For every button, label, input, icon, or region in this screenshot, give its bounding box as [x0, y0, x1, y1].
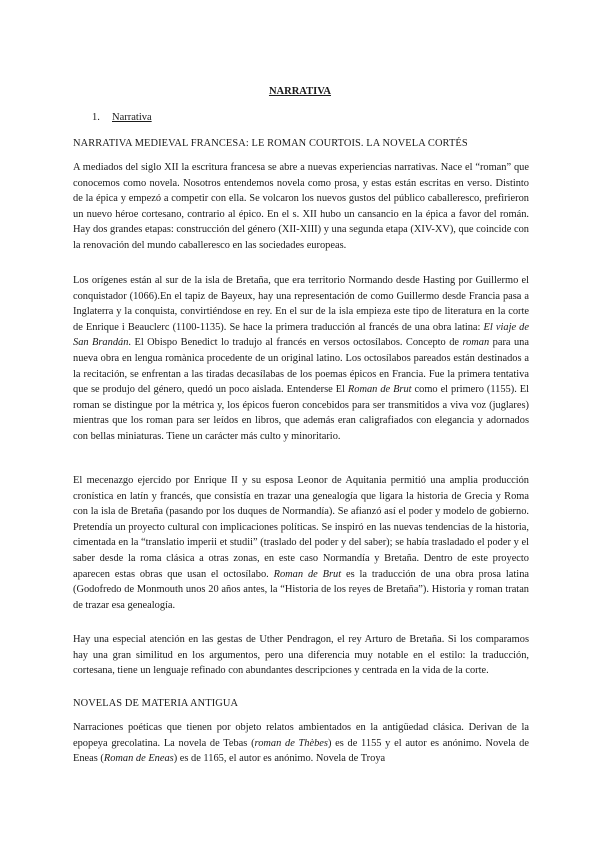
section-number: 1. — [92, 112, 100, 123]
paragraph-3 — [73, 473, 529, 613]
paragraph-2-text: . El Obispo Benedict lo tradujo al francés en versos octosílabos. Concepto de — [128, 337, 463, 349]
paragraph-1: A mediados del siglo XII la escritura francesa se abre a nuevas experiencias narrativas. Nace el “roman” que conocemos como novela. Nosotros entendemos novela como prosa, y estas están escritas en verso. Distinto de la épica y empezó a competir con ella. Se volcaron los nuevos gustos del público caballeresco, prefirieron un nuevo héroe cortesano, contrario al épico. En el s. XII hubo un cansancio en la épica a favor del román. Hay dos grandes etapas: construcción del género (XII-XIII) y una segunda etapa (XIV-XV), que coincide con la renovación del mundo caballeresco en las sociedades europeas. — [73, 162, 529, 251]
paragraph-2-text: como el primero (1155). El roman se distingue por la métrica y, los épicos fueron concebidos para ser transmitidos a viva voz (juglares) mientras que los roman para ser leídos en libros, que además eran caligrafiados con elegancia y adornados con bellas miniaturas. Tiene un carácter más culto y minoritario. — [73, 384, 529, 442]
section-heading — [92, 110, 152, 126]
paragraph-2 — [73, 273, 529, 445]
work-title-roman-de-brut: Roman de Brut — [273, 568, 342, 580]
paragraph-4: Hay una especial atención en las gestas de Uther Pendragon, el rey Arturo de Bretaña. Si los comparamos hay una gran similitud en los argumentos, pero una diferencia muy notable en el estilo: la traducción, cortesana, tiene un lenguaje refinado con abundantes descripciones y centrada en la vida de la corte. — [73, 634, 529, 677]
paragraph-3-text: El mecenazgo ejercido por Enrique II y su esposa Leonor de Aquitania permitió una amplia producción cronística en latín y francés, que consistía en trazar una genealogía que ligara la historia de Grecia y Roma con la isla de Bretaña (pasando por los duques de Normandía). Se afianzó así el poder y modelo de gobierno. Pretendía un proyecto cultural con implicaciones políticas. Se inspiró en las nuevas tendencias de la historia, cimentada en la “translatio imperii et studii” (traslado del poder y del saber); se había trasladado el poder y el saber desde la roma clásica a otras zonas, en este caso Normandía y Bretaña. Dentro de este proyecto aparecen estas obras que usan el octosílabo. — [73, 475, 529, 580]
work-title-roman-de-eneas: Roman de Eneas — [103, 753, 174, 765]
paragraph-5-text: Narraciones poéticas que tienen por objeto relatos ambientados en la antigüedad clásica. Derivan de la epopeya grecolatina. La novela de Tebas ( — [73, 722, 529, 749]
document-title: NARRATIVA — [268, 86, 332, 97]
work-title-san-brandan: El viaje de San Brandán — [73, 321, 529, 349]
paragraph-2-text: para una nueva obra en lengua romànica procedente de un original latino. Los octosílabos pareados están destinados a la recitación, se enfrentan a las tiradas decasílabas de los poemas épicos en Francia. Fue la primera tentativa que se produjo del género, quedó un poco aislada. Entenderse El — [73, 337, 529, 396]
paragraph-2-text: Los orígenes están al sur de la isla de Bretaña, que era territorio Normando desde Hasting por Guillermo el conquistador (1066).En el tapiz de Bayeux, hay una representación de como Guillermo desde Francia pasa a Inglaterra y la conquista, convirtiéndose en rey. En el sur de la isla empieza este tipo de literatura en la corte de Enrique i Beauclerc (1100-1135). Se hace la primera traducción al francés de una obra latina: — [73, 275, 529, 333]
paragraph-3-text: es la traducción de una obra prosa latina (Godofredo de Monmouth unos 20 años antes, la “Historia de los reyes de Bretaña”). Historia y roman tratan de trazar esa genealogía. — [73, 568, 529, 611]
subheading-materia-antigua: NOVELAS DE MATERIA ANTIGUA — [73, 698, 239, 709]
subheading-medieval: NARRATIVA MEDIEVAL FRANCESA: LE ROMAN COURTOIS. LA NOVELA CORTÉS — [73, 138, 468, 149]
paragraph-5 — [73, 720, 529, 767]
paragraph-5-text: ) es de 1155 y el autor es anónimo. Novela de Eneas ( — [73, 737, 529, 765]
term-roman: roman — [462, 337, 490, 349]
work-title-roman-de-brut: Roman de Brut — [347, 384, 412, 396]
paragraph-5-text: ) es de 1165, el autor es anónimo. Novela de Troya — [173, 753, 386, 765]
section-label: Narrativa — [112, 112, 152, 123]
work-title-roman-de-thebes: roman de Thèbes — [254, 737, 328, 749]
